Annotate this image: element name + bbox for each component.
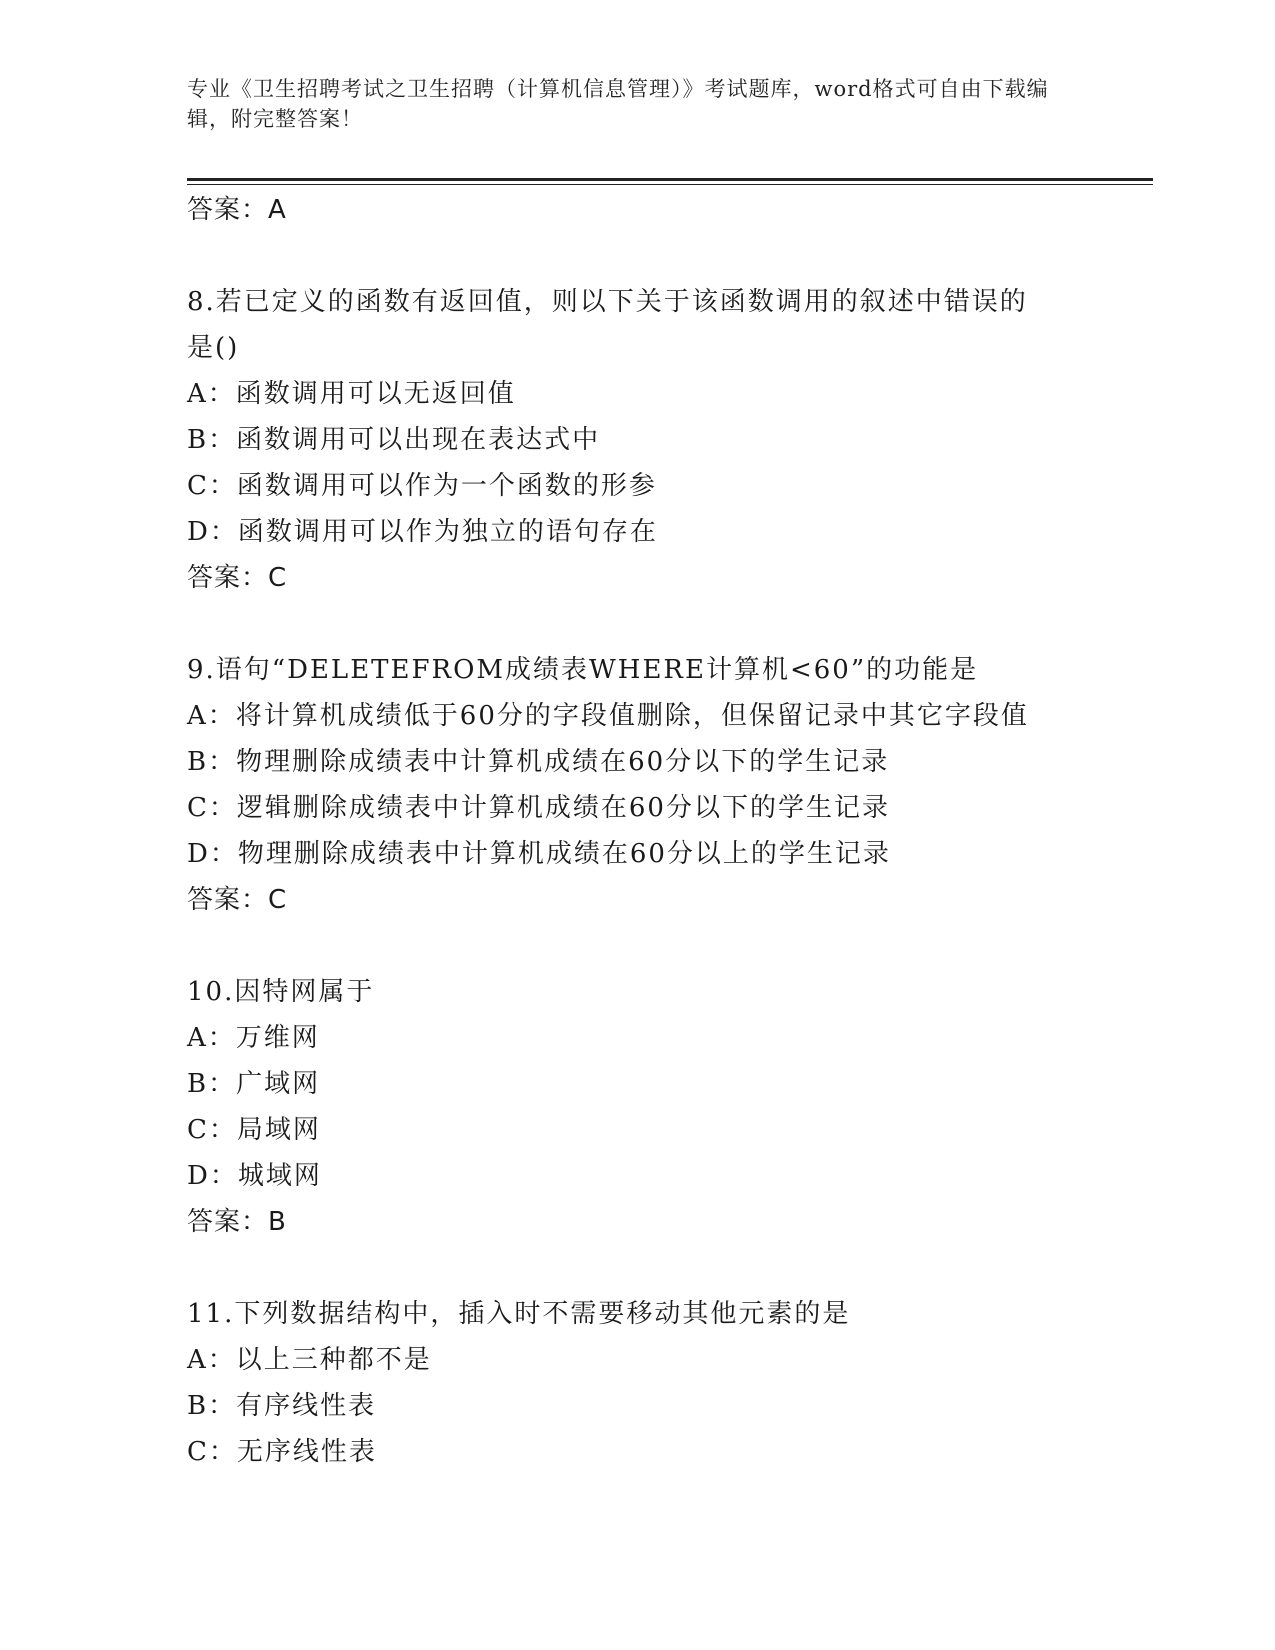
question-stem: 11.下列数据结构中，插入时不需要移动其他元素的是 <box>187 1299 851 1329</box>
question-11 <box>187 1291 1087 1475</box>
answer-line: 答案：A <box>187 195 287 225</box>
option-c: C：逻辑删除成绩表中计算机成绩在60分以下的学生记录 <box>187 793 890 823</box>
option-c: C：函数调用可以作为一个函数的形参 <box>187 471 657 501</box>
spacer <box>187 601 1087 647</box>
option-b: B：函数调用可以出现在表达式中 <box>187 425 601 455</box>
document-header: 专业《卫生招聘考试之卫生招聘（计算机信息管理）》考试题库，word格式可自由下载编辑，附完整答案！ <box>187 77 1049 131</box>
option-d: D：函数调用可以作为独立的语句存在 <box>187 517 658 547</box>
option-a: A：将计算机成绩低于60分的字段值删除，但保留记录中其它字段值 <box>187 701 1029 731</box>
option-d: D：城域网 <box>187 1161 322 1191</box>
option-b: B：有序线性表 <box>187 1391 377 1421</box>
question-stem: 10.因特网属于 <box>187 977 375 1007</box>
question-9 <box>187 647 1087 923</box>
question-stem: 8.若已定义的函数有返回值，则以下关于该函数调用的叙述中错误的 <box>187 287 1028 317</box>
option-c: C：无序线性表 <box>187 1437 377 1467</box>
option-a: A：函数调用可以无返回值 <box>187 379 516 409</box>
header-divider-thin <box>187 184 1153 185</box>
header-divider-thick <box>187 178 1153 181</box>
answer-line: 答案：C <box>187 563 288 593</box>
question-8 <box>187 279 1087 601</box>
question-stem: 9.语句“DELETEFROM成绩表WHERE计算机<60”的功能是 <box>187 655 979 685</box>
option-b: B：广域网 <box>187 1069 321 1099</box>
question-list <box>187 187 1087 1475</box>
option-b: B：物理删除成绩表中计算机成绩在60分以下的学生记录 <box>187 747 890 777</box>
option-c: C：局域网 <box>187 1115 321 1145</box>
question-10 <box>187 969 1087 1245</box>
spacer <box>187 1245 1087 1291</box>
answer-line: 答案：C <box>187 885 288 915</box>
question-stem-continued: 是() <box>187 333 240 363</box>
spacer <box>187 233 1087 279</box>
option-a: A：万维网 <box>187 1023 320 1053</box>
option-a: A：以上三种都不是 <box>187 1345 432 1375</box>
answer-line: 答案：B <box>187 1207 287 1237</box>
spacer <box>187 923 1087 969</box>
option-d: D：物理删除成绩表中计算机成绩在60分以上的学生记录 <box>187 839 891 869</box>
